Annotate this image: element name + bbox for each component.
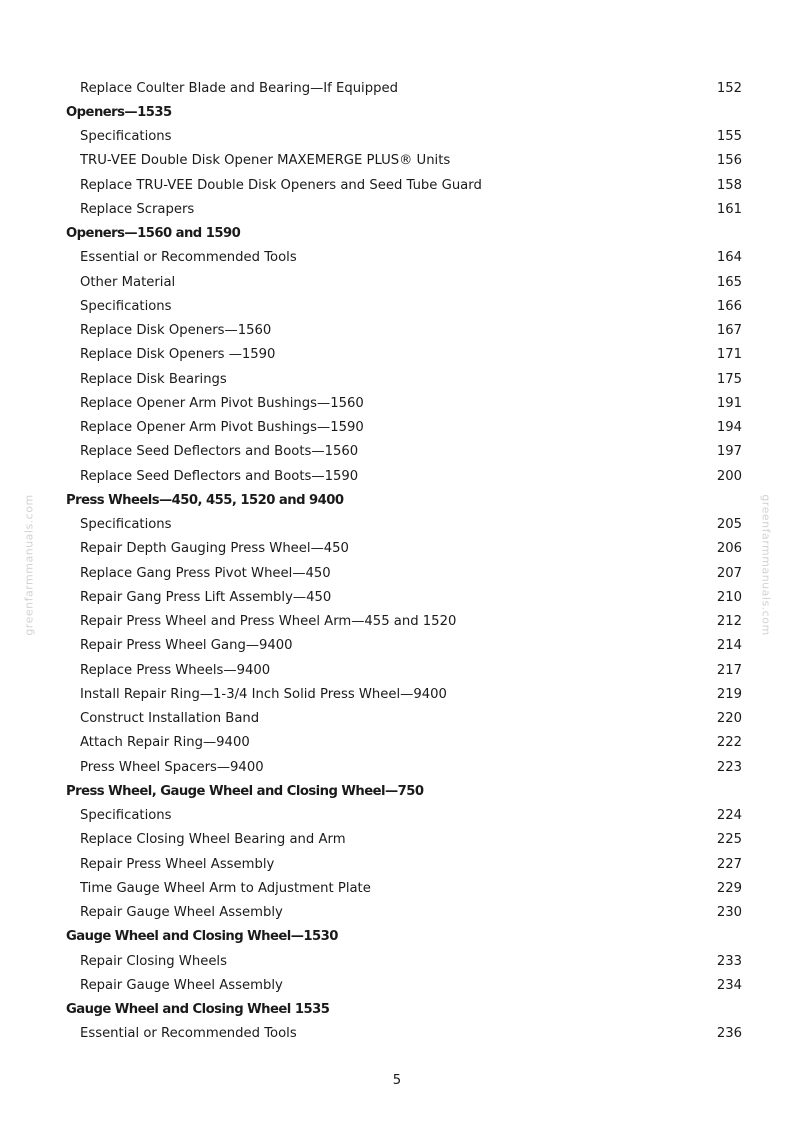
entry-page-number: 234: [716, 977, 742, 993]
entry-title: Repair Closing Wheels: [80, 953, 227, 969]
section-title: Press Wheels—450, 455, 1520 and 9400: [66, 492, 344, 508]
section-title: Openers—1560 and 1590: [66, 226, 241, 242]
entry-title: Essential or Recommended Tools: [80, 1026, 297, 1042]
entry-title: Press Wheel Spacers—9400: [80, 759, 264, 775]
toc-entry[interactable]: [66, 294, 742, 318]
entry-title: Repair Press Wheel Assembly: [80, 856, 275, 872]
toc-entry[interactable]: [66, 973, 742, 997]
toc-entry[interactable]: [66, 270, 742, 294]
watermark-left: greenfarmmanuals.com: [22, 494, 36, 636]
toc-entry[interactable]: [66, 1022, 742, 1046]
entry-title: Essential or Recommended Tools: [80, 250, 297, 266]
entry-page-number: 210: [716, 589, 742, 605]
toc-entry[interactable]: [66, 513, 742, 537]
entry-title: Repair Press Wheel Gang—9400: [80, 638, 293, 654]
entry-page-number: 230: [716, 905, 742, 921]
entry-page-number: 205: [716, 517, 742, 533]
toc-entry[interactable]: [66, 173, 742, 197]
toc-entry[interactable]: [66, 731, 742, 755]
entry-page-number: 171: [716, 347, 742, 363]
toc-entry[interactable]: [66, 876, 742, 900]
entry-title: Repair Gang Press Lift Assembly—450: [80, 589, 332, 605]
entry-title: Attach Repair Ring—9400: [80, 735, 250, 751]
entry-page-number: 217: [716, 662, 742, 678]
entry-title: Replace Seed Deflectors and Boots—1590: [80, 468, 359, 484]
entry-page-number: 223: [716, 759, 742, 775]
entry-title: Replace Seed Deflectors and Boots—1560: [80, 444, 359, 460]
entry-page-number: 166: [716, 298, 742, 314]
entry-page-number: 222: [716, 735, 742, 751]
entry-page-number: 206: [716, 541, 742, 557]
entry-page-number: 207: [716, 565, 742, 581]
entry-page-number: 152: [716, 80, 742, 96]
table-of-contents: [66, 76, 742, 1046]
toc-entry[interactable]: [66, 804, 742, 828]
toc-entry[interactable]: [66, 464, 742, 488]
entry-title: TRU-VEE Double Disk Opener MAXEMERGE PLUS® Units: [80, 153, 451, 169]
toc-entry[interactable]: [66, 949, 742, 973]
entry-title: Repair Depth Gauging Press Wheel—450: [80, 541, 349, 557]
entry-title: Specifications: [80, 129, 172, 145]
entry-title: Replace Scrapers: [80, 201, 195, 217]
section-title: Openers—1535: [66, 104, 172, 120]
entry-title: Replace Press Wheels—9400: [80, 662, 271, 678]
entry-title: Replace Disk Bearings: [80, 371, 227, 387]
toc-entry[interactable]: [66, 246, 742, 270]
entry-page-number: 224: [716, 808, 742, 824]
entry-title: Repair Gauge Wheel Assembly: [80, 905, 283, 921]
entry-page-number: 197: [716, 444, 742, 460]
toc-section-heading: [66, 100, 742, 124]
toc-entry[interactable]: [66, 755, 742, 779]
entry-title: Install Repair Ring—1-3/4 Inch Solid Press Wheel—9400: [80, 686, 447, 702]
entry-title: Replace Opener Arm Pivot Bushings—1560: [80, 395, 364, 411]
entry-page-number: 227: [716, 856, 742, 872]
section-title: Gauge Wheel and Closing Wheel 1535: [66, 1002, 330, 1018]
entry-title: Replace Disk Openers —1590: [80, 347, 276, 363]
entry-page-number: 191: [716, 395, 742, 411]
entry-title: Specifications: [80, 517, 172, 533]
entry-page-number: 225: [716, 832, 742, 848]
entry-title: Replace Closing Wheel Bearing and Arm: [80, 832, 346, 848]
toc-section-heading: [66, 925, 742, 949]
entry-title: Construct Installation Band: [80, 711, 260, 727]
toc-entry[interactable]: [66, 416, 742, 440]
toc-entry[interactable]: [66, 828, 742, 852]
entry-title: Replace Opener Arm Pivot Bushings—1590: [80, 420, 364, 436]
section-title: Press Wheel, Gauge Wheel and Closing Wheel—750: [66, 783, 424, 799]
entry-title: Replace Coulter Blade and Bearing—If Equipped: [80, 80, 398, 96]
toc-entry[interactable]: [66, 852, 742, 876]
entry-title: Other Material: [80, 274, 176, 290]
toc-entry[interactable]: [66, 367, 742, 391]
toc-entry[interactable]: [66, 707, 742, 731]
entry-page-number: 158: [716, 177, 742, 193]
toc-entry[interactable]: [66, 585, 742, 609]
toc-entry[interactable]: [66, 440, 742, 464]
toc-section-heading: [66, 488, 742, 512]
page-number: 5: [392, 1073, 402, 1088]
entry-title: Replace TRU-VEE Double Disk Openers and Seed Tube Guard: [80, 177, 482, 193]
watermark-right: greenfarmmanuals.com: [759, 494, 773, 636]
entry-title: Repair Gauge Wheel Assembly: [80, 977, 283, 993]
section-title: Gauge Wheel and Closing Wheel—1530: [66, 929, 338, 945]
entry-page-number: 161: [716, 201, 742, 217]
entry-page-number: 175: [716, 371, 742, 387]
toc-entry[interactable]: [66, 634, 742, 658]
entry-page-number: 220: [716, 711, 742, 727]
toc-entry[interactable]: [66, 197, 742, 221]
toc-section-heading: [66, 222, 742, 246]
entry-page-number: 214: [716, 638, 742, 654]
entry-page-number: 229: [716, 880, 742, 896]
entry-title: Replace Gang Press Pivot Wheel—450: [80, 565, 331, 581]
entry-page-number: 212: [716, 614, 742, 630]
entry-page-number: 219: [716, 686, 742, 702]
entry-title: Time Gauge Wheel Arm to Adjustment Plate: [80, 880, 371, 896]
entry-page-number: 165: [716, 274, 742, 290]
toc-entry[interactable]: [66, 610, 742, 634]
toc-entry[interactable]: [66, 391, 742, 415]
toc-section-heading: [66, 779, 742, 803]
entry-page-number: 233: [716, 953, 742, 969]
toc-section-heading: [66, 998, 742, 1022]
toc-entry[interactable]: [66, 537, 742, 561]
entry-page-number: 164: [716, 250, 742, 266]
entry-title: Specifications: [80, 298, 172, 314]
entry-page-number: 200: [716, 468, 742, 484]
toc-entry[interactable]: [66, 658, 742, 682]
entry-title: Repair Press Wheel and Press Wheel Arm—455 and 1520: [80, 614, 457, 630]
toc-entry[interactable]: [66, 149, 742, 173]
entry-page-number: 236: [716, 1026, 742, 1042]
entry-title: Specifications: [80, 808, 172, 824]
entry-page-number: 167: [716, 323, 742, 339]
toc-entry[interactable]: [66, 125, 742, 149]
toc-entry[interactable]: [66, 319, 742, 343]
entry-title: Replace Disk Openers—1560: [80, 323, 272, 339]
entry-page-number: 155: [716, 129, 742, 145]
toc-entry[interactable]: [66, 561, 742, 585]
entry-page-number: 194: [716, 420, 742, 436]
toc-entry[interactable]: [66, 682, 742, 706]
toc-entry[interactable]: [66, 76, 742, 100]
toc-entry[interactable]: [66, 901, 742, 925]
entry-page-number: 156: [716, 153, 742, 169]
toc-entry[interactable]: [66, 343, 742, 367]
